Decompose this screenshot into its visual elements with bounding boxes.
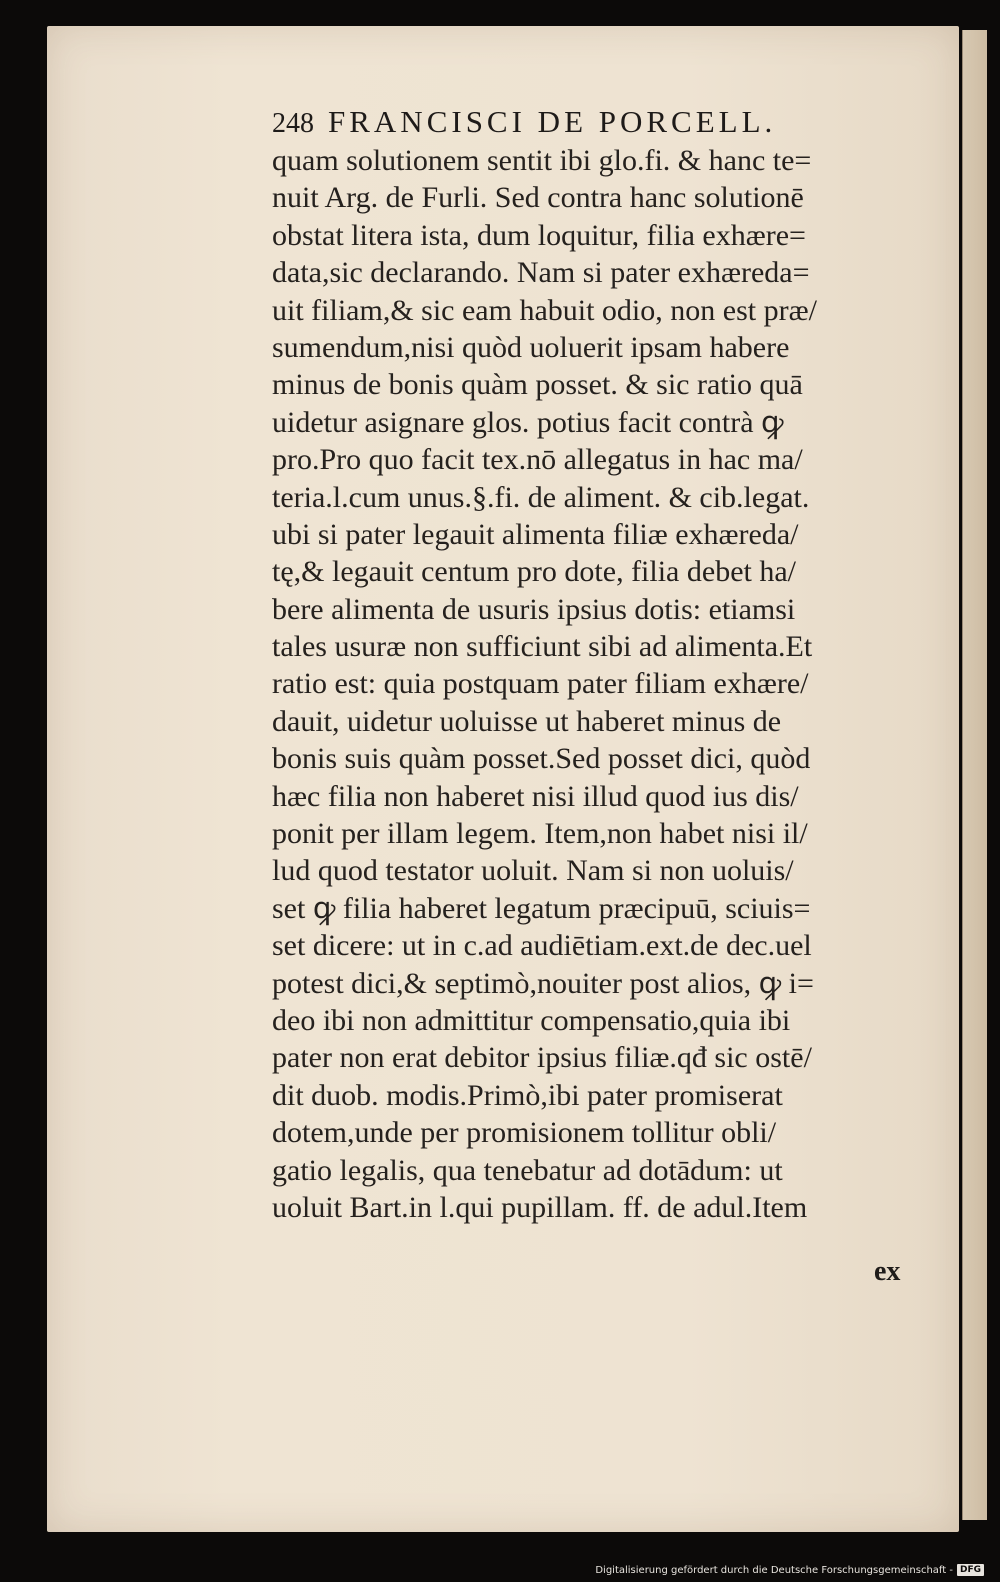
dfg-logo-icon: DFG (957, 1564, 984, 1576)
page-header (272, 104, 912, 144)
text-line: lud quod testator uoluit. Nam si non uoluis/ (272, 854, 794, 888)
text-line: minus de bonis quàm posset. & sic ratio quā (272, 368, 803, 402)
text-line: uit filiam,& sic eam habuit odio, non est præ/ (272, 293, 817, 327)
credit-text: Digitalisierung gefördert durch die Deutsche Forschungsgemeinschaft - (595, 1564, 953, 1576)
text-line: ratio est: quia postquam pater filiam exhære/ (272, 667, 809, 701)
text-line: tales usuræ non sufficiunt sibi ad alimenta.Et (272, 630, 813, 664)
page-edge (962, 30, 987, 1520)
text-line: gatio legalis, qua tenebatur ad dotādum: ut (272, 1153, 783, 1187)
text-line: set ꝙ filia haberet legatum præcipuū, sciuis= (272, 891, 811, 925)
text-line: potest dici,& septimò,nouiter post alios, ꝙ i= (272, 966, 814, 1000)
text-line: nuit Arg. de Furli. Sed contra hanc solutionē (272, 181, 804, 215)
text-line: dit duob. modis.Primò,ibi pater promiserat (272, 1078, 783, 1112)
text-line: pro.Pro quo facit tex.nō allegatus in hac ma/ (272, 443, 803, 477)
text-line: deo ibi non admittitur compensatio,quia ibi (272, 1003, 791, 1037)
page-number: 248 (272, 108, 314, 139)
text-line: dotem,unde per promisionem tollitur obli/ (272, 1116, 777, 1150)
text-line: quam solutionem sentit ibi glo.fi. & hanc te= (272, 144, 812, 177)
body-text (272, 142, 920, 1226)
text-line: pater non erat debitor ipsius filiæ.qđ sic ostē/ (272, 1041, 812, 1075)
digitization-credit (595, 1562, 984, 1578)
text-line: hæc filia non haberet nisi illud quod ius dis/ (272, 779, 799, 813)
text-line: sumendum,nisi quòd uoluerit ipsam habere (272, 330, 790, 364)
text-line: ubi si pater legauit alimenta filiæ exhæreda/ (272, 517, 799, 551)
text-line: ponit per illam legem. Item,non habet nisi il/ (272, 817, 808, 851)
text-line: bere alimenta de usuris ipsius dotis: etiamsi (272, 592, 796, 626)
running-head: FRANCISCI DE PORCELL. (328, 104, 777, 139)
text-line: dauit, uidetur uoluisse ut haberet minus de (272, 704, 782, 738)
text-line: data,sic declarando. Nam si pater exhæreda= (272, 256, 810, 290)
text-line: bonis suis quàm posset.Sed posset dici, quòd (272, 742, 811, 776)
text-line: set dicere: ut in c.ad audiētiam.ext.de dec.uel (272, 929, 812, 963)
text-line: obstat litera ista, dum loquitur, filia exhære= (272, 218, 806, 252)
text-line: uidetur asignare glos. potius facit contrà ꝙ (272, 405, 784, 439)
text-line: uoluit Bart.in l.qui pupillam. ff. de adul.Item (272, 1190, 808, 1224)
catchword: ex (874, 1256, 901, 1287)
text-line: teria.l.cum unus.§.fi. de aliment. & cib.legat. (272, 480, 810, 514)
text-line: tę,& legauit centum pro dote, filia debet ha/ (272, 555, 796, 589)
